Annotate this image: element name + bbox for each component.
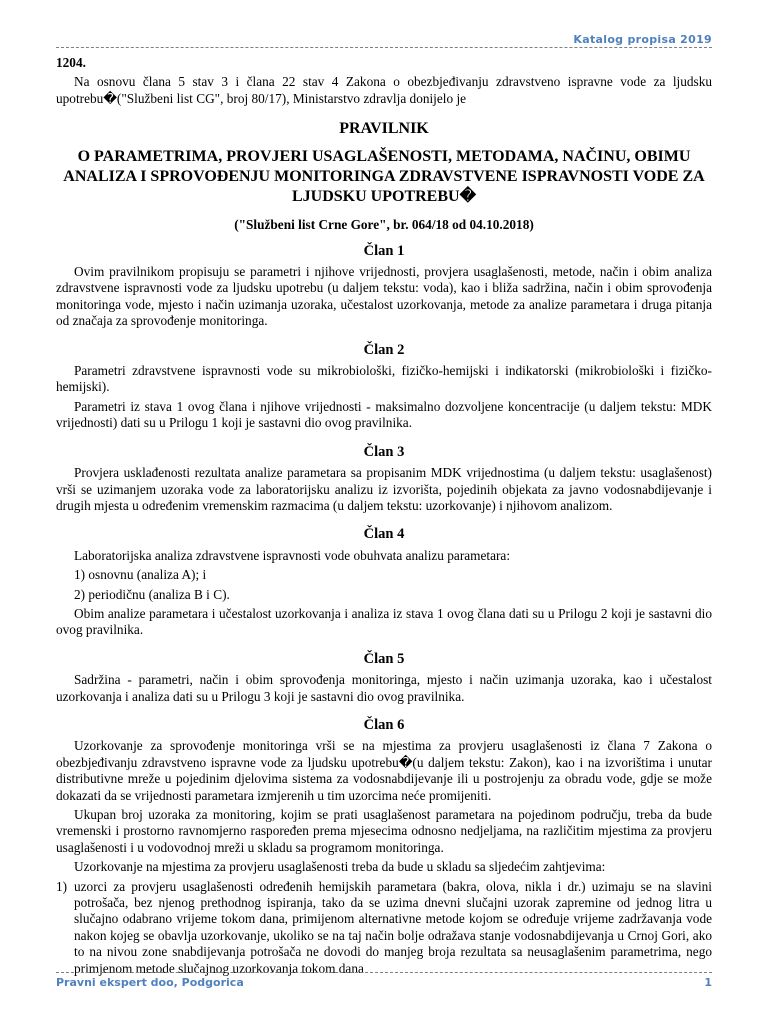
article-heading: Član 4 — [363, 526, 405, 543]
article-paragraph: Uzorkovanje za sprovođenje monitoringa vrši se na mjestima za provjeru usaglašenosti iz člana 7 Zakona o obezbjeđivanju zdravstveno ispravne vode za ljudsku upotrebu�(u daljem tekstu: Zakon), kao i na izvorištima i unutar distributivne mreže u pojedinim djelovima sistema za vodosnabdijevanje ili u postrojenju za obradu vode, gdje se može dokazati da se vrijednosti parametara izmjerenih u tim uzorcima neće promijeniti. — [56, 738, 712, 803]
item-number: 1) — [56, 878, 68, 894]
list-item: 2) periodičnu (analiza B i C). — [74, 586, 230, 602]
article-paragraph: Ukupan broj uzoraka za monitoring, kojim se prati usaglašenost parametara na pojedinom području, treba da bude vremenski i prostorno ravnomjerno raspoređen prema mjesecima odnosno nedjeljama, na različitim mjestima za provjeru usaglašenosti i u vodovodnoj mreži u skladu sa programom monitoringa. — [56, 807, 712, 855]
article-paragraph: Obim analize parametara i učestalost uzorkovanja i analiza iz stava 1 ovog člana dati su u Prilogu 2 koji je sastavni dio ovog pravilnika. — [56, 605, 712, 638]
article-paragraph: Sadržina - parametri, način i obim sprovođenja monitoringa, mjesto i način uzimanja uzoraka, kao i učestalost uzorkovanja i analiza dati su u Prilogu 3 koji je sastavni dio ovog pravilnika. — [56, 672, 712, 704]
article-paragraph: Uzorkovanje na mjestima za provjeru usaglašenosti treba da bude u skladu sa sljedećim zahtjevima: — [74, 859, 606, 875]
document-title: PRAVILNIK — [339, 120, 429, 138]
article-paragraph: Provjera usklađenosti rezultata analize parametara sa propisanim MDK vrijednostima (u daljem tekstu: usaglašenost) vrši se uzimanjem uzoraka vode za laboratorijsku analizu iz izvorišta, pojedinih objekata za javno vodosnabdijevanje i drugih mjesta u određenim vremenskim razmacima (u daljem tekstu: uzorkovanje) i njihovom analizom. — [56, 465, 712, 513]
item-text: uzorci za provjeru usaglašenosti određenih hemijskih parametara (bakra, olova, nikla i dr.) uzimaju se na slavini potrošača, bez njenog prethodnog ispiranja, tako da se uzima dnevni slučajni uzorak zapremine od jednog litra u slučajno odabrano vrijeme tokom dana, primijenom alternativne metode kojom se određuje vrijeme zadržavanja vode nakon kojeg se obavlja uzorkovanje, ukoliko se na taj način bolje odražava stanje vodosnabdijevanja u Crnoj Gori, ako to na nivou zone snabdijevanja potrošača ne dovodi do manjeg broja rezultata sa neusaglašenim parametrima, nego primjenom metode slučajnog uzorkovanja tokom dana — [74, 878, 712, 976]
article-heading: Član 5 — [363, 650, 405, 667]
list-item: 1) osnovnu (analiza A); i — [74, 567, 207, 583]
article-paragraph: Parametri iz stava 1 ovog člana i njihove vrijednosti - maksimalno dozvoljene koncentracije (u daljem tekstu: MDK vrijednosti) dati su u Prilogu 1 koji je sastavni dio ovog pravilnika. — [56, 398, 712, 431]
footer-divider — [56, 972, 712, 973]
document-subtitle: O PARAMETRIMA, PROVJERI USAGLAŠENOSTI, METODAMA, NAČINU, OBIMU ANALIZA I SPROVOĐENJU MONITORINGA ZDRAVSTVENE ISPRAVNOSTI VODE ZA LJUDSKU UPOTREBU� — [63, 148, 705, 206]
numbered-item — [56, 879, 712, 977]
header-divider — [56, 47, 712, 48]
gazette-reference: ("Službeni list Crne Gore", br. 064/18 od 04.10.2018) — [234, 217, 534, 233]
article-heading: Član 2 — [363, 341, 405, 358]
catalog-header: Katalog propisa 2019 — [573, 33, 712, 46]
regulation-number: 1204. — [56, 55, 86, 70]
article-heading: Član 3 — [363, 443, 405, 460]
article-paragraph: Ovim pravilnikom propisuju se parametri i njihove vrijednosti, provjera usaglašenosti, metode, način i obim analiza zdravstvene ispravnosti vode za ljudsku upotrebu (u daljem tekstu: voda), kao i bliža sadržina, način i obim sprovođenja monitoringa vode, mjesto i način uzimanja uzoraka, učestalost uzorkovanja, metode za analize parametara i druga pitanja od značaja za sprovođenje monitoringa. — [56, 264, 712, 329]
article-paragraph: Parametri zdravstvene ispravnosti vode su mikrobiološki, fizičko-hemijski i indikatorski (mikrobiološki i fizičko-hemijski). — [56, 363, 712, 395]
article-heading: Član 6 — [363, 716, 405, 733]
footer-company: Pravni ekspert doo, Podgorica — [56, 976, 244, 989]
document-content — [56, 55, 712, 980]
preamble: Na osnovu člana 5 stav 3 i člana 22 stav 4 Zakona o obezbjeđivanju zdravstveno ispravne vode za ljudsku upotrebu�("Službeni list CG", broj 80/17), Ministarstvo zdravlja donijelo je — [56, 74, 712, 106]
article-heading: Član 1 — [363, 242, 405, 259]
article-paragraph: Laboratorijska analiza zdravstvene ispravnosti vode obuhvata analizu parametara: — [74, 547, 511, 563]
page-number: 1 — [704, 976, 712, 989]
page-body — [0, 55, 768, 976]
page-footer — [56, 976, 712, 989]
